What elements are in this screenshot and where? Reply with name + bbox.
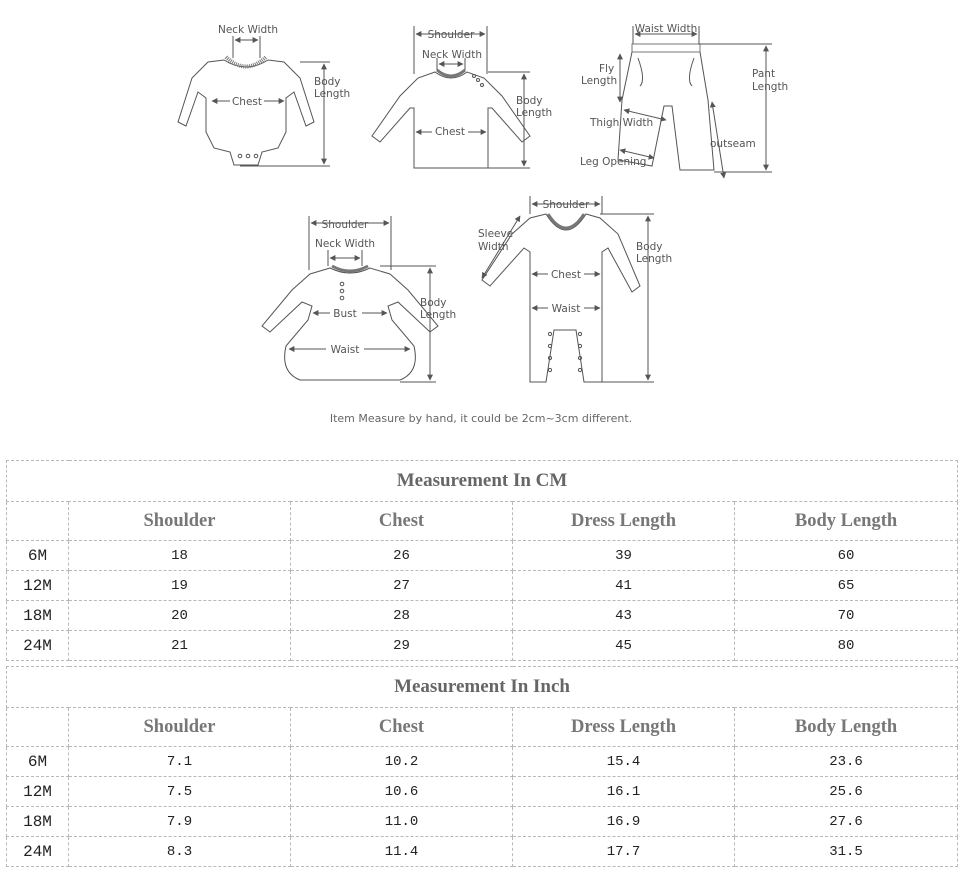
table-cell: 7.5 — [69, 777, 291, 807]
table-cell: 8.3 — [69, 837, 291, 867]
column-header: Body Length — [735, 708, 958, 747]
size-cell: 6M — [7, 747, 69, 777]
pants-leg-opening-label: Leg Opening — [580, 156, 647, 168]
top-shoulder-label: Shoulder — [427, 29, 475, 41]
table-cell: 41 — [513, 571, 735, 601]
table-cell: 28 — [291, 601, 513, 631]
table-title: Measurement In Inch — [7, 667, 958, 708]
size-cell: 24M — [7, 631, 69, 661]
table-cell: 65 — [735, 571, 958, 601]
table-cell: 10.2 — [291, 747, 513, 777]
table-cell: 21 — [69, 631, 291, 661]
dress-body-length-label-1: Body — [420, 297, 447, 309]
dress-body-length-label-2: Length — [420, 309, 457, 321]
dress-waist-label: Waist — [330, 344, 360, 356]
table-cell: 43 — [513, 601, 735, 631]
table-cell: 80 — [735, 631, 958, 661]
diagram-labels — [218, 23, 788, 356]
bodysuit-body-length-label-2: Length — [314, 88, 351, 100]
size-column-header — [7, 708, 69, 747]
table-cell: 25.6 — [735, 777, 958, 807]
romper-body-length-label-2: Length — [636, 253, 673, 265]
size-cell: 18M — [7, 601, 69, 631]
top-chest-label: Chest — [434, 126, 466, 138]
table-header-row — [7, 708, 958, 747]
table-cell: 11.0 — [291, 807, 513, 837]
top-diagram — [372, 26, 530, 168]
table-cell: 39 — [513, 541, 735, 571]
table-cell: 45 — [513, 631, 735, 661]
pants-pant-length-label-1: Pant — [752, 68, 776, 80]
column-header: Dress Length — [513, 502, 735, 541]
size-cell: 24M — [7, 837, 69, 867]
column-header: Chest — [291, 708, 513, 747]
table-cell: 16.1 — [513, 777, 735, 807]
top-neck-width-label: Neck Width — [421, 49, 483, 61]
romper-chest-label: Chest — [550, 269, 582, 281]
top-body-length-label-1: Body — [516, 95, 543, 107]
table-row — [7, 777, 958, 807]
table-cell: 17.7 — [513, 837, 735, 867]
romper-body-length-label-1: Body — [636, 241, 663, 253]
size-cell: 6M — [7, 541, 69, 571]
pants-thigh-width-label: Thigh Width — [590, 117, 654, 129]
table-title: Measurement In CM — [7, 461, 958, 502]
measure-note: Item Measure by hand, it could be 2cm~3cm different. — [329, 412, 633, 425]
size-cell: 18M — [7, 807, 69, 837]
romper-waist-label: Waist — [551, 303, 581, 315]
table-cell: 15.4 — [513, 747, 735, 777]
table-row — [7, 747, 958, 777]
table-row — [7, 807, 958, 837]
romper-sleeve-width-label-2: Width — [478, 241, 509, 253]
dress-bust-label: Bust — [333, 308, 357, 320]
table-cell: 16.9 — [513, 807, 735, 837]
pants-waist-width-label: Waist Width — [634, 23, 698, 35]
table-cell: 19 — [69, 571, 291, 601]
pants-pant-length-label-2: Length — [752, 81, 789, 93]
table-row — [7, 541, 958, 571]
table-cell: 20 — [69, 601, 291, 631]
table-cell: 29 — [291, 631, 513, 661]
table-row — [7, 631, 958, 661]
column-header: Dress Length — [513, 708, 735, 747]
column-header: Chest — [291, 502, 513, 541]
size-cell: 12M — [7, 571, 69, 601]
top-body-length-label-2: Length — [516, 107, 553, 119]
table-cell: 10.6 — [291, 777, 513, 807]
table-cell: 7.9 — [69, 807, 291, 837]
dress-neck-width-label: Neck Width — [314, 238, 376, 250]
table-cell: 70 — [735, 601, 958, 631]
size-cell: 12M — [7, 777, 69, 807]
table-cell: 23.6 — [735, 747, 958, 777]
dress-shoulder-label: Shoulder — [321, 219, 369, 231]
column-header: Body Length — [735, 502, 958, 541]
table-cell: 26 — [291, 541, 513, 571]
table-cell: 27.6 — [735, 807, 958, 837]
romper-shoulder-label: Shoulder — [542, 199, 590, 211]
pants-fly-length-label-1: Fly — [599, 63, 615, 75]
table-cell: 27 — [291, 571, 513, 601]
measurement-table-inch — [6, 666, 958, 867]
pants-outseam-label: outseam — [710, 138, 756, 150]
table-cell: 18 — [69, 541, 291, 571]
table-row — [7, 837, 958, 867]
bodysuit-chest-label: Chest — [231, 96, 263, 108]
size-column-header — [7, 502, 69, 541]
measurement-table-cm — [6, 460, 958, 661]
bodysuit-body-length-label-1: Body — [314, 76, 341, 88]
table-cell: 7.1 — [69, 747, 291, 777]
bodysuit-neck-width-label: Neck Width — [217, 24, 279, 36]
column-header: Shoulder — [69, 708, 291, 747]
romper-diagram — [482, 196, 654, 382]
column-header: Shoulder — [69, 502, 291, 541]
table-cell: 60 — [735, 541, 958, 571]
table-cell: 31.5 — [735, 837, 958, 867]
table-row — [7, 571, 958, 601]
table-cell: 11.4 — [291, 837, 513, 867]
table-header-row — [7, 502, 958, 541]
romper-sleeve-width-label-1: Sleeve — [478, 228, 514, 240]
table-row — [7, 601, 958, 631]
pants-fly-length-label-2: Length — [581, 75, 618, 87]
